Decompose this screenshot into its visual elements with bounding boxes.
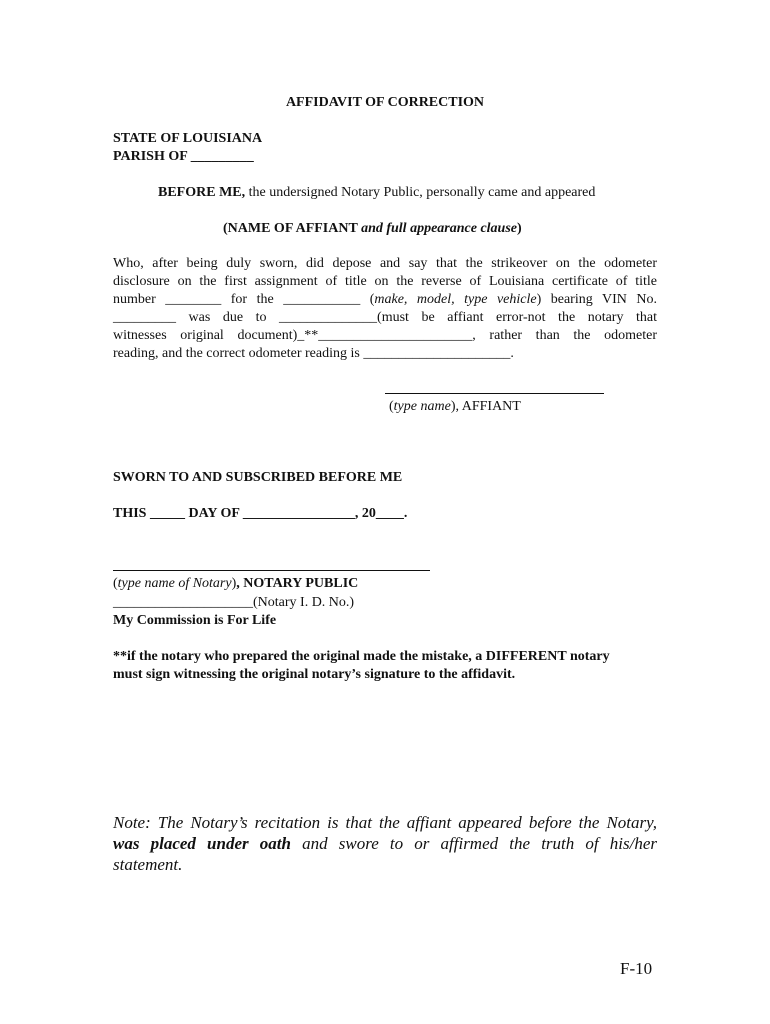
parish-line: PARISH OF _________ bbox=[113, 149, 254, 164]
notary-caption: (type name of Notary), NOTARY PUBLIC bbox=[113, 576, 359, 591]
sworn-heading: SWORN TO AND SUBSCRIBED BEFORE ME bbox=[113, 470, 403, 485]
affiant-name-close: ) bbox=[517, 221, 522, 236]
body-line: _________ was due to ______________(must be affiant error-not the notary that bbox=[113, 310, 657, 325]
body-line: reading, and the correct odometer reading is _____________________. bbox=[113, 346, 514, 361]
before-me-text: the undersigned Notary Public, personally came and appeared bbox=[245, 185, 596, 200]
page-number: F-10 bbox=[620, 959, 653, 978]
notary-signature-rule bbox=[113, 570, 430, 571]
body-line: witnesses original document)_**______________________, rather than the odometer bbox=[113, 328, 657, 343]
commission-line: My Commission is For Life bbox=[113, 613, 277, 628]
day-line: THIS _____ DAY OF ________________, 20____. bbox=[113, 506, 408, 521]
affiant-name-label: (NAME OF AFFIANT bbox=[223, 221, 362, 236]
under-oath-emphasis: was placed under oath bbox=[113, 834, 291, 853]
affiant-name-line bbox=[223, 220, 522, 238]
state-line: STATE OF LOUISIANA bbox=[113, 131, 263, 146]
body-line: Who, after being duly sworn, did depose and say that the strikeover on the odometer bbox=[113, 256, 657, 271]
before-me-label: BEFORE ME, bbox=[158, 185, 246, 200]
body-line: number ________ for the ___________ (make, model, type vehicle) bearing VIN No. bbox=[113, 292, 657, 307]
appearance-clause: and full appearance clause bbox=[361, 221, 518, 236]
note-line: Note: The Notary’s recitation is that the affiant appeared before the Notary, bbox=[113, 813, 657, 832]
footnote-line: **if the notary who prepared the original made the mistake, a DIFFERENT notary bbox=[113, 649, 610, 664]
affiant-signature-caption: (type name), AFFIANT bbox=[389, 399, 521, 414]
footnote-line: must sign witnessing the original notary’s signature to the affidavit. bbox=[113, 667, 516, 682]
notary-public-label: , NOTARY PUBLIC bbox=[236, 576, 359, 591]
body-line: disclosure on the first assignment of title on the reverse of Louisiana certificate of title bbox=[113, 274, 657, 289]
notary-note bbox=[113, 812, 657, 875]
document-title: AFFIDAVIT OF CORRECTION bbox=[285, 95, 485, 110]
affidavit-body bbox=[113, 255, 657, 363]
affiant-signature-rule bbox=[385, 393, 604, 394]
notary-id-line: ____________________(Notary I. D. No.) bbox=[113, 595, 355, 610]
vehicle-description: make, model, type vehicle bbox=[374, 292, 537, 307]
note-line: was placed under oath and swore to or affirmed the truth of his/her bbox=[113, 834, 657, 853]
note-line: statement. bbox=[113, 855, 183, 874]
before-me-line bbox=[158, 184, 595, 202]
